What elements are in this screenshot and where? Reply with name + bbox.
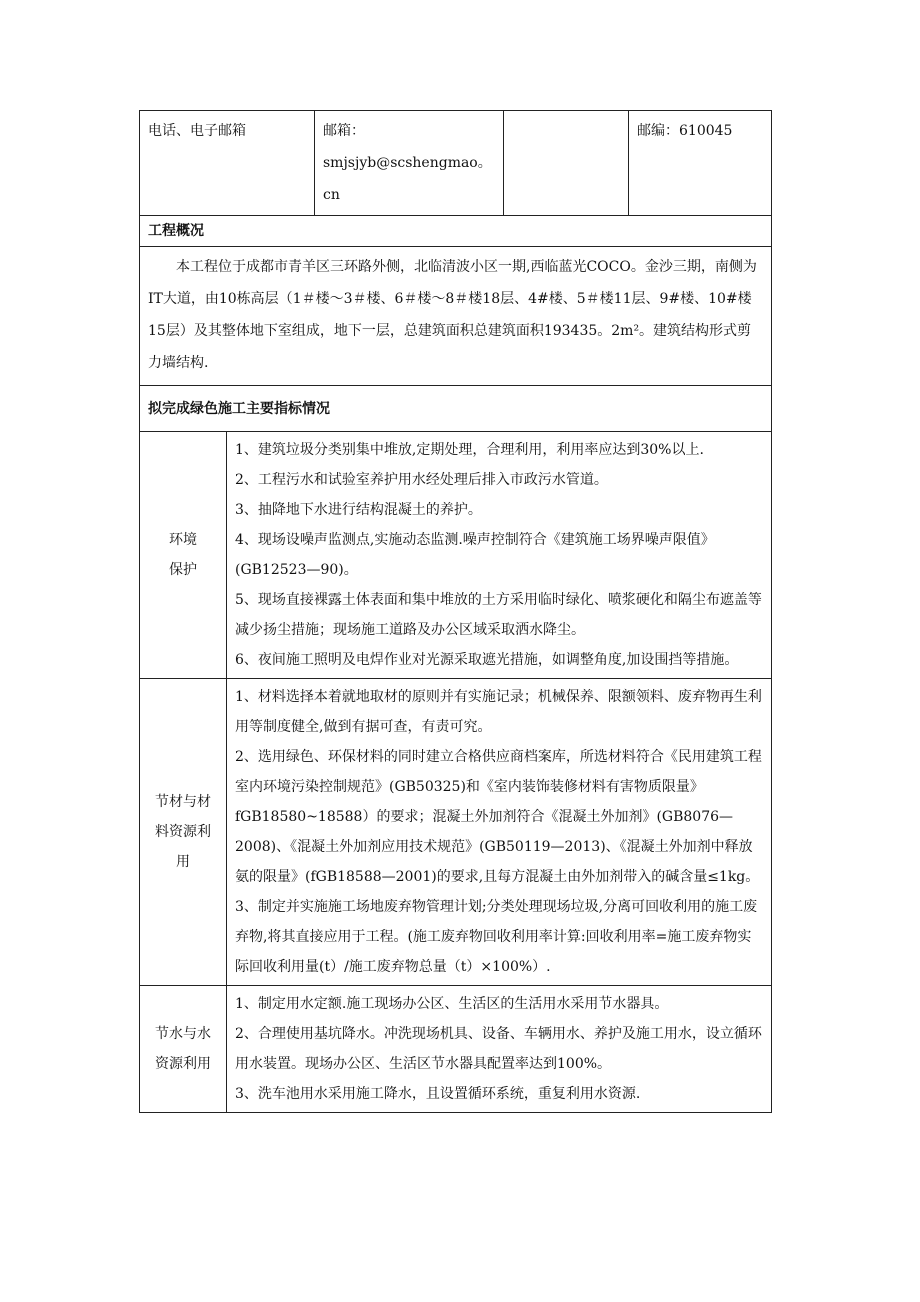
list-item: 3、制定并实施施工场地废弃物管理计划;分类处理现场垃圾,分离可回收利用的施工废弃物,将其直接应用于工程。(施工废弃物回收利用率计算:回收利用率=施工废弃物实际回收利用量(t）/施工废弃物总量（t）×100%）. [235,899,758,975]
postcode: 邮编：610045 [629,111,772,216]
section-label [140,679,227,986]
section-items [227,679,772,986]
section-label-line: 料资源利 [155,824,211,840]
indicators-heading: 拟完成绿色施工主要指标情况 [140,386,772,432]
section-items [227,432,772,679]
green-construction-table [139,110,772,1113]
overview-heading: 工程概况 [140,216,772,247]
section-label-line: 资源利用 [155,1056,211,1072]
section-label-line: 节水与水 [155,1026,211,1042]
list-item: 4、现场设噪声监测点,实施动态监测.噪声控制符合《建筑施工场界噪声限值》(GB12523—90)。 [235,532,715,578]
list-item: 6、夜间施工照明及电焊作业对光源采取遮光措施，如调整角度,加设围挡等措施。 [235,652,739,668]
list-item: 1、制定用水定额.施工现场办公区、生活区的生活用水采用节水器具。 [235,996,669,1012]
section-label-line: 环境 [169,532,197,548]
contact-label: 电话、电子邮箱 [140,111,315,216]
email-cell [315,111,504,216]
contact-row [140,111,772,216]
list-item: 2、工程污水和试验室养护用水经处理后排入市政污水管道。 [235,472,608,488]
overview-text: 本工程位于成都市青羊区三环路外侧，北临清波小区一期,西临蓝光COCO。金沙三期，南侧为IT大道，由10栋高层（1＃楼～3＃楼、6＃楼～8＃楼18层、4#楼、5＃楼11层、9#楼、10#楼15层）及其整体地下室组成，地下一层，总建筑面积总建筑面积193435。2m²。建筑结构形式剪力墙结构. [140,247,772,386]
list-item: 2、合理使用基坑降水。冲洗现场机具、设备、车辆用水、养护及施工用水，设立循环用水装置。现场办公区、生活区节水器具配置率达到100%。 [235,1026,762,1072]
indicators-heading-row [140,386,772,432]
section-label [140,986,227,1113]
list-item: 1、材料选择本着就地取材的原则并有实施记录；机械保养、限额领料、废弃物再生利用等制度健全,做到有据可查，有责可究。 [235,689,762,735]
blank-cell [504,111,629,216]
list-item: 3、抽降地下水进行结构混凝土的养护。 [235,502,482,518]
section-label-line: 保护 [169,562,197,578]
overview-text-row [140,247,772,386]
section-label-line: 节材与材 [155,794,211,810]
section-materials [140,679,772,986]
section-environment [140,432,772,679]
section-water [140,986,772,1113]
section-items [227,986,772,1113]
section-label [140,432,227,679]
document-page [139,110,771,1113]
section-label-line: 用 [176,854,190,870]
list-item: 3、洗车池用水采用施工降水，且设置循环系统，重复利用水资源. [235,1086,641,1102]
list-item: 5、现场直接裸露土体表面和集中堆放的土方采用临时绿化、喷浆硬化和隔尘布遮盖等减少扬尘措施；现场施工道路及办公区域采取洒水降尘。 [235,592,762,638]
list-item: 2、选用绿色、环保材料的同时建立合格供应商档案库，所选材料符合《民用建筑工程室内环境污染控制规范》(GB50325)和《室内装饰装修材料有害物质限量》fGB18580~18588）的要求；混凝土外加剂符合《混凝土外加剂》(GB8076—2008)、《混凝土外加剂应用技术规范》(GB50119—2013)、《混凝土外加剂中释放氨的限量》(fGB18588—2001)的要求,且每方混凝土由外加剂带入的碱含量≤1kg。 [235,749,762,885]
list-item: 1、建筑垃圾分类别集中堆放,定期处理，合理利用，利用率应达到30%以上. [235,442,704,458]
overview-heading-row [140,216,772,247]
email-value: smjsjyb@scshengmao。cn [323,155,492,203]
email-label: 邮箱： [323,123,365,139]
